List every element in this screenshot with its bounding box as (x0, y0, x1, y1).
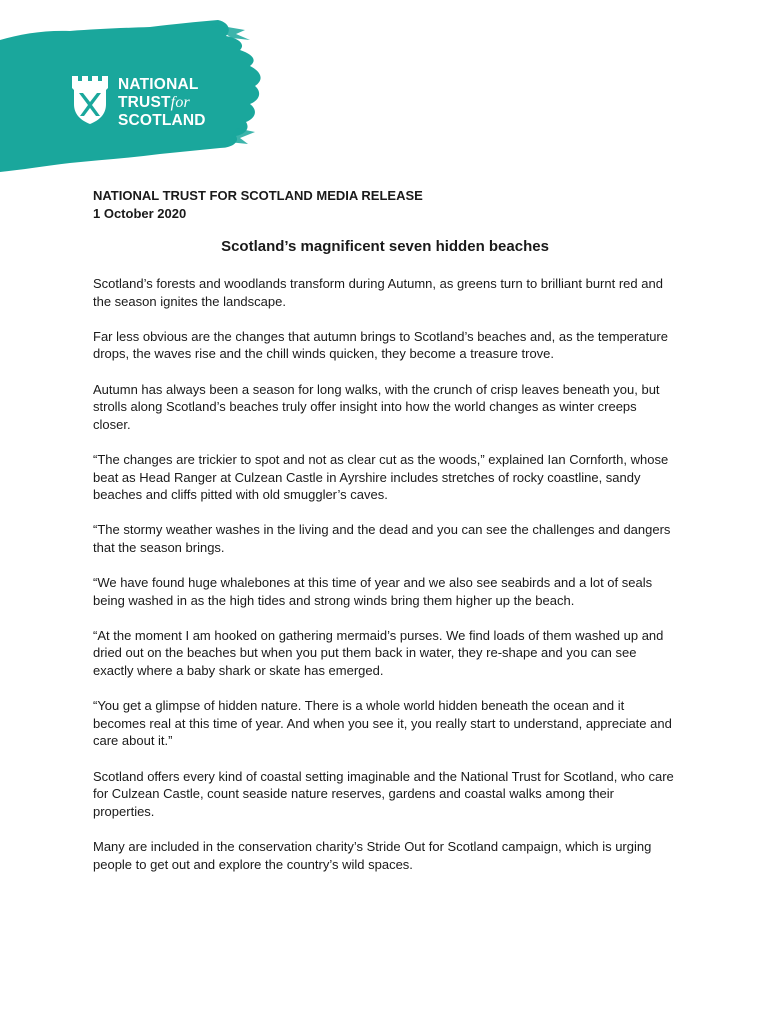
paragraph: Scotland’s forests and woodlands transform during Autumn, as greens turn to brilliant burnt red and the season ignites the landscape. (93, 276, 663, 309)
brand-name-trust: TRUST (118, 94, 171, 111)
brand-banner (0, 0, 270, 175)
release-date: 1 October 2020 (93, 206, 187, 221)
brand-name-for: for (170, 94, 190, 111)
release-label: NATIONAL TRUST FOR SCOTLAND MEDIA RELEASE (93, 188, 423, 203)
paragraph: Far less obvious are the changes that autumn brings to Scotland’s beaches and, as the temperature drops, the waves rise and the chill winds quicken, they become a treasure trove. (93, 328, 668, 362)
paragraph: Scotland offers every kind of coastal setting imaginable and the National Trust for Scotland, who care for Culzean Castle, count seaside nature reserves, gardens and coastal walks among their properties. (93, 768, 674, 819)
paragraph: Many are included in the conservation charity’s Stride Out for Scotland campaign, which is urging people to get out and explore the country’s wild spaces. (93, 839, 652, 872)
brand-name-line3: SCOTLAND (118, 112, 206, 129)
release-header (93, 187, 423, 223)
paragraph: “We have found huge whalebones at this time of year and we also see seabirds and a lot of seals being washed in as the high tides and strong winds bring them higher up the beach. (93, 575, 653, 608)
brand-name-line1: NATIONAL (118, 76, 199, 93)
paragraph: “The changes are trickier to spot and not as clear cut as the woods,” explained Ian Cornforth, whose beat as Head Ranger at Culzean Castle in Ayrshire includes stretches of rocky coastline, sandy beaches and cliffs pitted with old smuggler’s caves. (93, 451, 669, 503)
document-title: Scotland’s magnificent seven hidden beaches (221, 238, 549, 255)
paragraph: “At the moment I am hooked on gathering mermaid’s purses. We find loads of them washed up and dried out on the beaches but when you put them back in water, they re-shape and you can see exactly where a baby shark or skate has emerged. (93, 627, 664, 679)
brand-name-line2 (118, 94, 206, 112)
paragraph: “You get a glimpse of hidden nature. There is a whole world hidden beneath the ocean and it becomes real at this time of year. And when you see it, you really start to understand, appreciate and care about it.” (93, 698, 672, 749)
paragraph: Autumn has always been a season for long walks, with the crunch of crisp leaves beneath you, but strolls along Scotland’s beaches truly offer insight into how the world changes as winter creeps closer. (93, 381, 660, 432)
brand-wordmark (118, 76, 206, 130)
paragraph: “The stormy weather washes in the living and the dead and you can see the challenges and dangers that the season brings. (93, 522, 671, 555)
tower-saltire-shield-icon (70, 74, 112, 126)
body-text (93, 275, 677, 891)
